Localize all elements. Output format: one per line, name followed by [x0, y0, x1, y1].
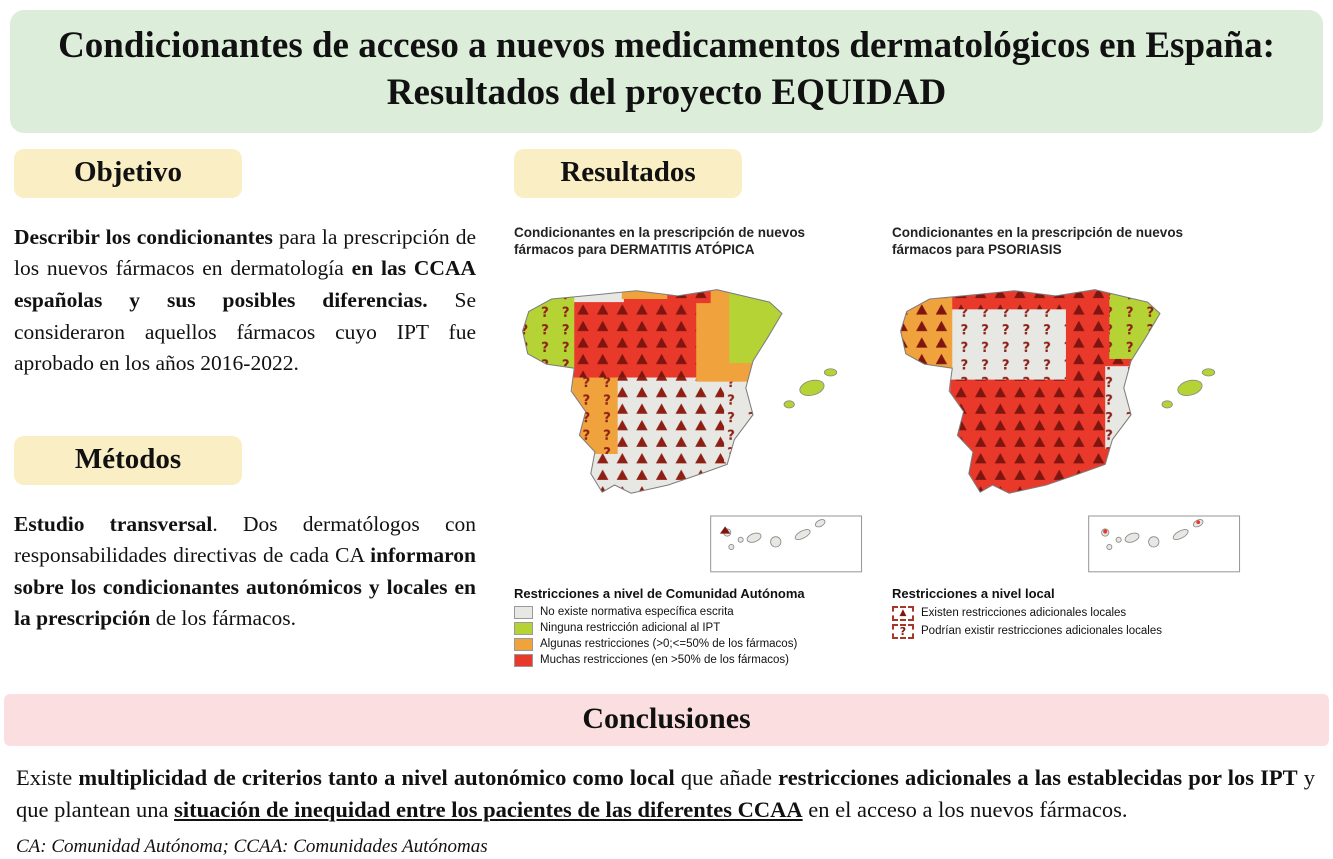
canary-islands-inset: [711, 516, 862, 572]
right-column: [514, 149, 1321, 670]
conclusiones-seg-2: que añade: [674, 764, 779, 790]
metodos-seg-0: Estudio transversal: [14, 511, 213, 536]
metodos-text: [14, 509, 476, 635]
maps-row: [514, 224, 1321, 578]
conclusiones-seg-5: situación de inequidad entre los pacientes de las diferentes CCAA: [174, 796, 803, 822]
spain-map-dermatitis: [514, 268, 866, 578]
objetivo-heading-label: Objetivo: [74, 155, 182, 188]
poster: [0, 10, 1333, 859]
objetivo-seg-2: en las CCAA españolas y sus posibles diferencias.: [14, 256, 477, 312]
metodos-seg-1: . Dos dermatólogos con responsabilidades directivas de cada CA: [14, 511, 476, 568]
metodos-heading: [14, 436, 242, 485]
conclusiones-seg-1: multiplicidad de criterios tanto a nivel autonómico como local: [78, 764, 675, 790]
legend-local-title: Restricciones a nivel local: [892, 585, 1055, 601]
poster-title: Condicionantes de acceso a nuevos medicamentos dermatológicos en España: Resultados del proyecto EQUIDAD: [58, 25, 1275, 114]
legend-item: [514, 606, 874, 619]
legend-item: [514, 622, 874, 635]
legend-regional: [514, 586, 874, 670]
spain-map-psoriasis: [892, 268, 1244, 578]
metodos-heading-label: Métodos: [74, 442, 182, 475]
conclusiones-seg-0: Existe: [16, 764, 79, 790]
canary-islands-inset: [1089, 516, 1240, 572]
legend-label: Muchas restricciones (en >50% de los fármacos): [540, 654, 789, 667]
conclusiones-text: [16, 762, 1315, 826]
map-block-psoriasis: [892, 224, 1252, 578]
legend-label: Algunas restricciones (>0;<=50% de los fármacos): [540, 638, 798, 651]
objetivo-seg-1: para la prescripción de los nuevos fármacos en dermatología: [14, 224, 476, 281]
legend-item: [514, 654, 874, 667]
legend-item: [892, 606, 1252, 621]
objetivo-heading: [14, 149, 242, 198]
conclusiones-heading-label: Conclusiones: [582, 701, 751, 735]
main-columns: [0, 133, 1333, 670]
legend-swatch-green: [514, 622, 533, 635]
objetivo-seg-0: Describir los condicionantes: [14, 224, 273, 249]
objetivo-seg-3: Se consideraron aquellos fármacos cuyo IPT fue aprobado en los años 2016-2022.: [14, 287, 476, 376]
conclusiones-seg-4: y que plantean una: [16, 764, 1316, 822]
map-block-dermatitis: [514, 224, 874, 578]
title-banner: [10, 10, 1323, 133]
legends-row: [514, 586, 1321, 670]
resultados-heading: [514, 149, 742, 198]
legend-swatch-red: [514, 654, 533, 667]
legend-label: Podrían existir restricciones adicionales locales: [921, 625, 1162, 638]
legend-label: Ninguna restricción adicional al IPT: [540, 622, 721, 635]
legend-label: No existe normativa específica escrita: [540, 606, 734, 619]
legend-local: [892, 586, 1252, 670]
balearic-islands: [1162, 368, 1215, 407]
objetivo-text: [14, 222, 476, 380]
conclusiones-heading: [4, 694, 1329, 746]
legend-regional-title: Restricciones a nivel de Comunidad Autónoma: [514, 585, 805, 601]
triangle-marker-icon: ▲: [892, 606, 914, 621]
abbreviations-footnote: CA: Comunidad Autónoma; CCAA: Comunidades Autónomas: [16, 836, 488, 858]
legend-item: [514, 638, 874, 651]
question-marker-icon: ?: [892, 624, 914, 639]
conclusiones-seg-3: restricciones adicionales a las establecidas por los IPT: [778, 764, 1298, 790]
legend-label: Existen restricciones adicionales locales: [921, 607, 1127, 620]
metodos-seg-2: informaron sobre los condicionantes autonómicos y locales en la prescripción: [14, 543, 476, 631]
map-title-psoriasis: Condicionantes en la prescripción de nuevos fármacos para PSORIASIS: [892, 224, 1184, 258]
legend-swatch-orange: [514, 638, 533, 651]
left-column: [14, 149, 476, 670]
balearic-islands: [784, 368, 837, 407]
resultados-heading-label: Resultados: [560, 155, 696, 188]
conclusiones-seg-6: en el acceso a los nuevos fármacos.: [802, 796, 1128, 822]
legend-item: [892, 624, 1252, 639]
metodos-seg-3: de los fármacos.: [150, 606, 297, 631]
legend-swatch-gray: [514, 606, 533, 619]
map-title-dermatitis: Condicionantes en la prescripción de nuevos fármacos para DERMATITIS ATÓPICA: [514, 224, 806, 258]
